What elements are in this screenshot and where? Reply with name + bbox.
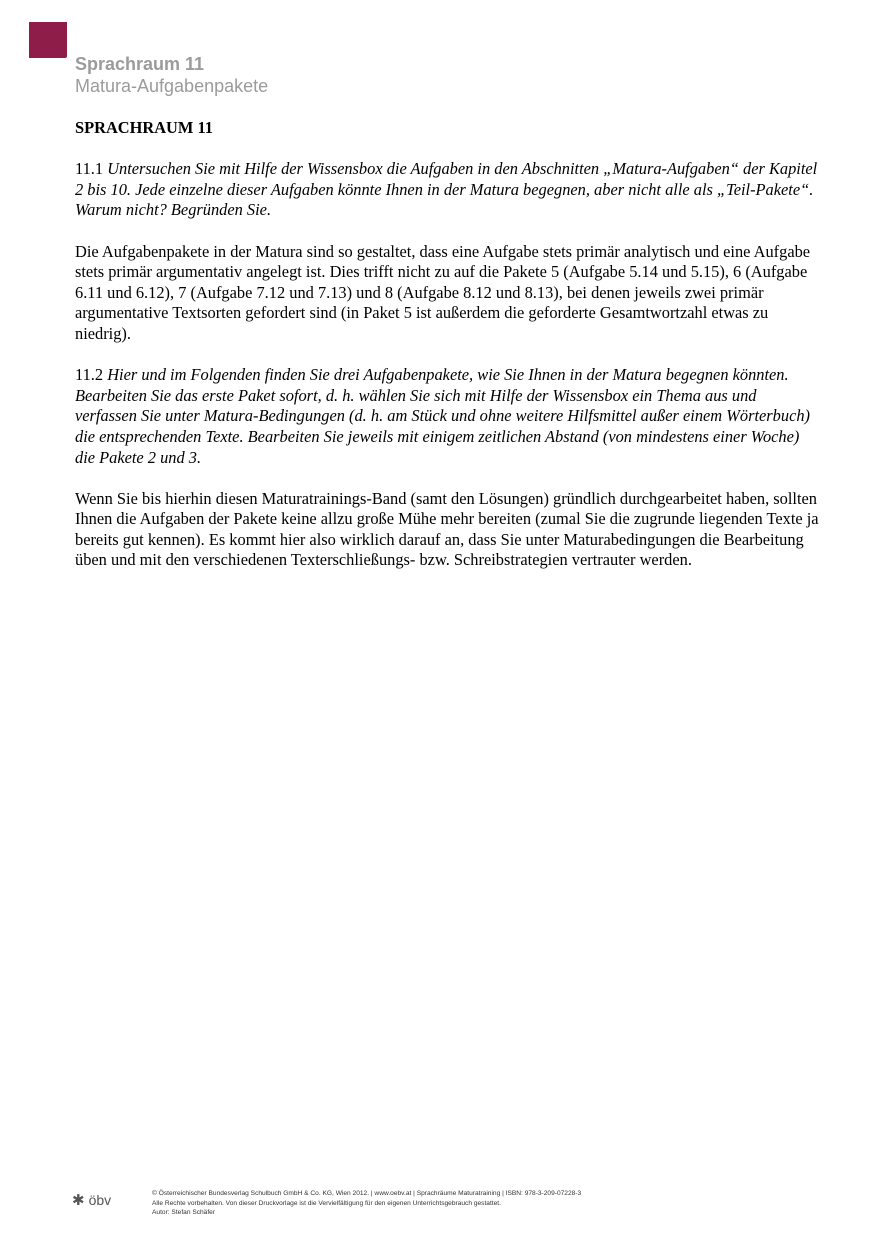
task-number: 11.1 — [75, 159, 108, 179]
task-instruction-line2: Bearbeiten Sie das erste Paket sofort, d. h. wählen Sie sich mit Hilfe der Wissensbox ein Thema aus und verfassen Sie unter Matura-Bedingungen (d. h. am Stück und ohne weitere Hilfsmittel außer einem Wörterbuch) die entsprechenden Texte. Bearbeiten Sie jeweils mit einigem zeitlichen Abstand (von mindestens einer Woche) die Pakete 2 und 3. — [75, 385, 810, 467]
star-icon: ✱ — [72, 1191, 85, 1209]
header-subtitle: Matura-Aufgabenpakete — [75, 76, 269, 96]
task-instruction: Untersuchen Sie mit Hilfe der Wissensbox die Aufgaben in den Abschnitten „Matura-Aufgaben“ der Kapitel 2 bis 10. Jede einzelne dieser Aufgaben könnte Ihnen in der Matura begegnen, aber nicht alle als „Teil-Pakete“. Warum nicht? Begründen Sie. — [75, 159, 818, 220]
copyright-line: © Österreichischer Bundesverlag Schulbuch GmbH & Co. KG, Wien 2012. | www.oebv.at | Sprachräume Maturatraining | ISBN: 978-3-209-07228-3 — [152, 1190, 582, 1197]
rights-line: Alle Rechte vorbehalten. Von dieser Druckvorlage ist die Vervielfältigung für den eigenen Unterrichtsgebrauch gestattet. — [152, 1199, 501, 1207]
header-title: Sprachraum 11 — [75, 54, 205, 74]
task-11-2 — [75, 365, 820, 468]
answer-11-2: Wenn Sie bis hierhin diesen Maturatrainings-Band (samt den Lösungen) gründlich durchgearbeitet haben, sollten Ihnen die Aufgaben der Pakete keine allzu große Mühe mehr bereiten (zumal Sie die zugrunde liegenden Texte ja bereits gut kennen). Es kommt hier also wirklich darauf an, dass Sie unter Maturabedingungen die Bearbeitung üben und mit den verschiedenen Texterschließungs- bzw. Schreibstrategien vertrauter werden. — [75, 488, 819, 570]
publisher-logo-text: öbv — [88, 1192, 112, 1208]
brand-logo-square — [29, 22, 67, 58]
copyright-notice — [152, 1189, 581, 1218]
publisher-logo — [72, 1192, 111, 1208]
section-heading: SPRACHRAUM 11 — [75, 118, 213, 137]
page-header — [75, 53, 268, 97]
document-body — [75, 118, 820, 592]
task-11-1 — [75, 159, 820, 221]
answer-11-1: Die Aufgabenpakete in der Matura sind so gestaltet, dass eine Aufgabe stets primär analytisch und eine Aufgabe stets primär argumentativ angelegt ist. Dies trifft nicht zu auf die Pakete 5 (Aufgabe 5.14 und 5.15), 6 (Aufgabe 6.11 und 6.12), 7 (Aufgabe 7.12 und 7.13) und 8 (Aufgabe 8.12 und 8.13), bei denen jeweils zwei primär argumentative Textsorten gefordert sind (in Paket 5 ist außerdem die geforderte Gesamtwortzahl etwas zu niedrig). — [75, 241, 811, 343]
author-line: Autor: Stefan Schäfer — [152, 1209, 216, 1217]
task-number: 11.2 — [75, 365, 108, 385]
task-instruction-line1: Hier und im Folgenden finden Sie drei Aufgabenpakete, wie Sie Ihnen in der Matura begegnen könnten. — [107, 365, 789, 385]
